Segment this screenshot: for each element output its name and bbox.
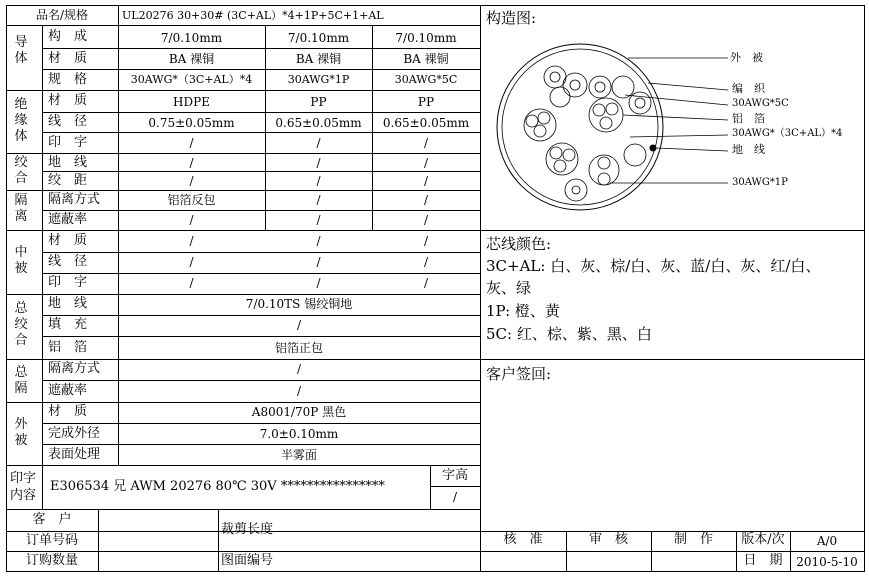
row-label: 材 质 — [48, 93, 88, 108]
group-middle-jacket: 中被 — [14, 245, 28, 276]
cell: / — [316, 255, 321, 269]
label-1p: 30AWG*1P — [732, 177, 788, 188]
cell: / — [316, 193, 321, 207]
char-height-value: / — [452, 490, 458, 504]
cell: / — [423, 174, 429, 188]
cell: / — [189, 276, 194, 290]
customer-signoff-title: 客户签回: — [486, 365, 552, 383]
row-label: 地 线 — [48, 155, 88, 170]
version-label: 版本/次 — [741, 532, 785, 547]
cell: BA 裸铜 — [295, 52, 342, 66]
label-3c-al: 30AWG*（3C+AL）*4 — [732, 128, 843, 139]
cell: / — [316, 136, 321, 150]
cell: BA 裸铜 — [403, 52, 449, 66]
row-label: 地 线 — [48, 296, 88, 311]
braid-ring — [502, 49, 658, 205]
cell: / — [316, 234, 321, 248]
row-label: 材 质 — [48, 404, 88, 419]
row-label: 线 径 — [48, 254, 88, 269]
row-label: 铝 箔 — [48, 340, 88, 355]
group-overall-shield: 总隔 — [14, 365, 28, 396]
cell: / — [189, 156, 194, 170]
outer-jacket-ring — [497, 44, 663, 210]
cell: / — [423, 193, 429, 207]
cell: A8001/70P 黑色 — [251, 405, 347, 419]
row-label: 遮蔽率 — [48, 212, 88, 227]
label-foil: 铝 箔 — [732, 112, 765, 125]
cell: 0.75±0.05mm — [148, 116, 235, 130]
cell: 铝箔反包 — [167, 193, 216, 207]
row-label: 规 格 — [48, 72, 88, 87]
cell: 7.0±0.10mm — [259, 427, 339, 441]
made-label: 制 作 — [673, 532, 713, 547]
label-braid: 编 织 — [732, 82, 765, 95]
cell: / — [296, 384, 302, 398]
row-label: 印 字 — [48, 275, 88, 290]
drain-wire — [650, 145, 657, 152]
group-outer-jacket: 外被 — [14, 417, 28, 448]
cell: 0.65±0.05mm — [275, 116, 362, 130]
cell: 7/0.10TS 锡绞铜地 — [245, 297, 353, 311]
row-label: 隔离方式 — [48, 192, 101, 207]
product-value: UL20276 30+30# (3C+AL）*4+1P+5C+1+AL — [122, 9, 384, 22]
cell: 7/0.10mm — [160, 31, 223, 45]
row-label: 绞 距 — [48, 173, 88, 188]
customer-label: 客 户 — [32, 512, 72, 527]
cell: 30AWG*（3C+AL）*4 — [130, 73, 253, 86]
row-label: 隔离方式 — [48, 361, 101, 376]
approve-label: 核 准 — [503, 532, 543, 547]
group-conductor: 导体 — [14, 35, 28, 66]
label-ground: 地 线 — [732, 143, 765, 156]
cell: PP — [310, 95, 327, 109]
cell: 铝箔正包 — [274, 341, 323, 355]
printing-label: 印字内容 — [10, 471, 37, 503]
colors-3c-line: 3C+AL: 白、灰、棕/白、灰、蓝/白、灰、红/白、 — [486, 257, 821, 275]
cell: / — [423, 156, 429, 170]
cell: / — [189, 213, 194, 227]
cell: / — [189, 234, 194, 248]
cell: / — [296, 362, 302, 376]
cell: / — [423, 255, 429, 269]
spec-sheet — [6, 5, 865, 572]
row-label: 材 质 — [48, 51, 88, 66]
char-height-label: 字高 — [441, 468, 468, 483]
cell: / — [316, 174, 321, 188]
cell: 半雾面 — [280, 448, 317, 462]
group-insulation: 绝缘体 — [14, 97, 28, 144]
group-twist: 绞合 — [14, 155, 28, 186]
cell: 7/0.10mm — [395, 31, 457, 45]
label-outer-jacket: 外 被 — [730, 51, 763, 64]
drawing-no-label: 图面编号 — [220, 553, 273, 568]
row-label: 线 径 — [48, 114, 88, 129]
colors-3c-line2: 灰、绿 — [486, 279, 532, 297]
date-value: 2010-5-10 — [796, 555, 858, 569]
colors-title: 芯线颜色: — [486, 235, 552, 253]
group-overall-twist: 总绞合 — [14, 301, 28, 348]
row-label: 印 字 — [48, 135, 88, 150]
cell: 30AWG*1P — [287, 73, 350, 86]
cell: / — [296, 318, 302, 332]
product-label: 品名/规格 — [35, 8, 89, 22]
colors-5c-line: 5C: 红、棕、紫、黑、白 — [486, 325, 652, 343]
cell: / — [316, 213, 321, 227]
row-label: 表面处理 — [48, 447, 101, 462]
printing-value: E306534 兄 AWM 20276 80℃ 30V **************** — [50, 479, 385, 494]
row-label: 材 质 — [48, 233, 88, 248]
order-qty-label: 订购数量 — [25, 553, 78, 568]
cell: / — [189, 255, 194, 269]
cell: / — [189, 136, 194, 150]
cell: 30AWG*5C — [394, 73, 458, 86]
cell: / — [423, 234, 429, 248]
cell: / — [189, 174, 194, 188]
cell: / — [423, 136, 429, 150]
cell: HDPE — [173, 95, 210, 109]
cell: / — [316, 276, 321, 290]
cut-length-label: 裁剪长度 — [220, 522, 273, 537]
review-label: 审 核 — [588, 532, 628, 547]
label-5c: 30AWG*5C — [732, 98, 789, 109]
cell: PP — [417, 95, 435, 109]
version-value: A/0 — [816, 534, 838, 548]
row-label: 构 成 — [48, 29, 88, 44]
cell: / — [423, 276, 429, 290]
cell: 7/0.10mm — [287, 31, 350, 45]
cell: / — [316, 156, 321, 170]
group-shield: 隔离 — [14, 193, 28, 224]
date-label: 日 期 — [743, 553, 783, 568]
cell: 0.65±0.05mm — [382, 116, 470, 130]
order-no-label: 订单号码 — [25, 533, 78, 548]
diagram-title: 构造图: — [486, 9, 537, 27]
cell: BA 裸铜 — [168, 52, 215, 66]
1p-pair — [565, 144, 646, 201]
row-label: 遮蔽率 — [48, 383, 88, 398]
colors-1p-line: 1P: 橙、黄 — [486, 302, 560, 320]
cell: / — [423, 213, 429, 227]
row-label: 完成外径 — [48, 426, 101, 441]
3c-al-bundle — [524, 92, 651, 175]
5c-bundle — [544, 66, 634, 107]
row-label: 填 充 — [48, 317, 88, 332]
